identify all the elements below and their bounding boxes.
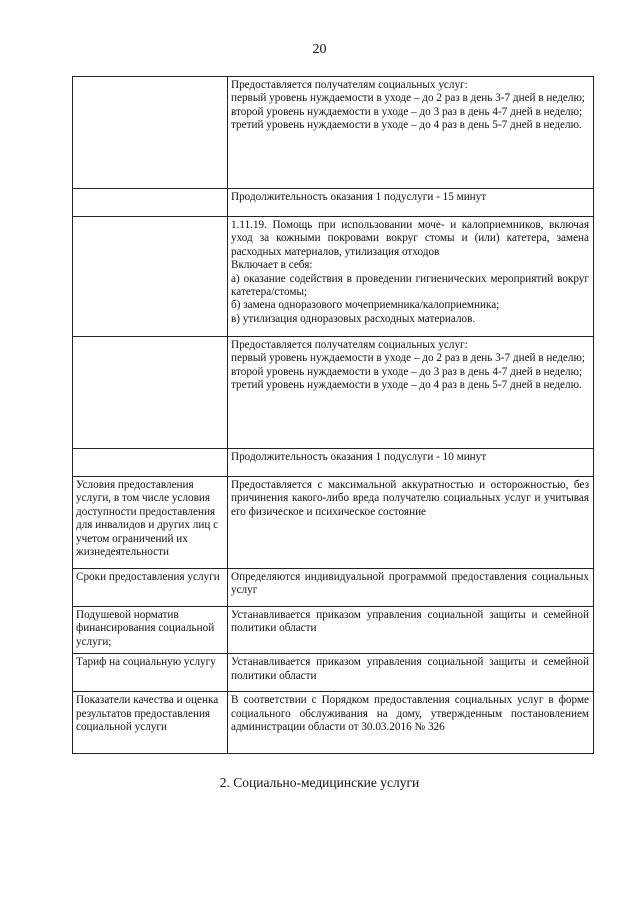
row-text-line: а) оказание содействия в проведении гигиенических мероприятий вокруг катетера/стомы; bbox=[231, 272, 589, 299]
row-content-cell bbox=[228, 189, 594, 217]
row-content-cell bbox=[228, 337, 594, 449]
service-table bbox=[72, 76, 594, 754]
table-row bbox=[73, 654, 594, 692]
row-content-cell bbox=[228, 77, 594, 189]
table-row bbox=[73, 217, 594, 337]
row-label: Показатели качества и оценка результатов предоставления социальной услуги bbox=[76, 694, 219, 734]
row-text-line: в) утилизация одноразовых расходных материалов. bbox=[231, 312, 476, 325]
row-text-line: первый уровень нуждаемости в уходе – до 2 раз в день 3-7 дней в неделю; bbox=[231, 352, 585, 365]
row-text-line: второй уровень нуждаемости в уходе – до 3 раз в день 4-7 дней в неделю; bbox=[231, 105, 583, 118]
row-text-line: третий уровень нуждаемости в уходе – до 4 раз в день 5-7 дней в неделю. bbox=[231, 379, 582, 392]
row-content-cell bbox=[228, 217, 594, 337]
row-label: Подушевой норматив финансирования социальной услуги; bbox=[76, 609, 215, 648]
row-label-cell bbox=[73, 189, 228, 217]
row-content-cell bbox=[228, 569, 594, 607]
section-title: 2. Социально-медицинские услуги bbox=[219, 775, 420, 790]
row-text-line: второй уровень нуждаемости в уходе – до 3 раз в день 4-7 дней в неделю; bbox=[231, 365, 583, 378]
row-text-line: б) замена одноразового мочеприемника/калоприемника; bbox=[231, 299, 500, 312]
row-content-cell bbox=[228, 607, 594, 654]
row-label-cell bbox=[73, 217, 228, 337]
row-label-cell bbox=[73, 692, 228, 754]
table-row bbox=[73, 337, 594, 449]
row-label-cell bbox=[73, 77, 228, 189]
row-label-cell bbox=[73, 337, 228, 449]
row-label: Тариф на социальную услугу bbox=[76, 656, 216, 669]
page-number: 20 bbox=[312, 42, 327, 57]
table-row bbox=[73, 607, 594, 654]
row-text-line: В соответствии с Порядком предоставления социальных услуг в форме социального обслуживания на дому, утвержденным постановлением администрации области от 30.03.2016 № 326 bbox=[231, 694, 589, 734]
table-row bbox=[73, 189, 594, 217]
row-text-line: Продолжительность оказания 1 подуслуги - 15 минут bbox=[231, 191, 487, 203]
row-text-line: первый уровень нуждаемости в уходе – до 2 раз в день 3-7 дней в неделю; bbox=[231, 92, 585, 105]
table-row bbox=[73, 77, 594, 189]
row-label-cell bbox=[73, 449, 228, 477]
row-label-cell bbox=[73, 569, 228, 607]
row-text-line: Предоставляется получателям социальных услуг: bbox=[231, 339, 468, 351]
row-text-line: Определяются индивидуальной программой предоставления социальных услуг bbox=[231, 571, 589, 597]
row-text-line: Предоставляется с максимальной аккуратностью и осторожностью, без причинения какого-либо вреда получателю социальных услуг и учитывая его физическое и психическое состояние bbox=[231, 479, 589, 518]
row-label-cell bbox=[73, 654, 228, 692]
table-row bbox=[73, 692, 594, 754]
row-label-cell bbox=[73, 607, 228, 654]
row-text-line: Продолжительность оказания 1 подуслуги - 10 минут bbox=[231, 451, 487, 463]
row-content-cell bbox=[228, 449, 594, 477]
row-content-cell bbox=[228, 477, 594, 569]
row-content-cell bbox=[228, 692, 594, 754]
table-row bbox=[73, 477, 594, 569]
row-text-line: Предоставляется получателям социальных услуг: bbox=[231, 79, 468, 91]
row-content-cell bbox=[228, 654, 594, 692]
row-text-line: Устанавливается приказом управления социальной защиты и семейной политики области bbox=[231, 609, 589, 635]
table-row bbox=[73, 449, 594, 477]
row-label: Условия предоставления услуги, в том числе условия доступности предоставления для инвалидов и других лиц с учетом ограничений их жизнедеятельности bbox=[76, 479, 219, 559]
row-text-line: третий уровень нуждаемости в уходе – до 4 раз в день 5-7 дней в неделю. bbox=[231, 119, 582, 132]
row-label: Сроки предоставления услуги bbox=[76, 571, 220, 583]
row-text-line: Включает в себя: bbox=[231, 259, 313, 272]
row-label-cell bbox=[73, 477, 228, 569]
row-text-line: 1.11.19. Помощь при использовании моче- и калоприемников, включая уход за кожными покровами вокруг стомы и (или) катетера, замена расходных материалов, утилизация отходов bbox=[231, 219, 589, 258]
table-row bbox=[73, 569, 594, 607]
row-text-line: Устанавливается приказом управления социальной защиты и семейной политики области bbox=[231, 656, 589, 682]
